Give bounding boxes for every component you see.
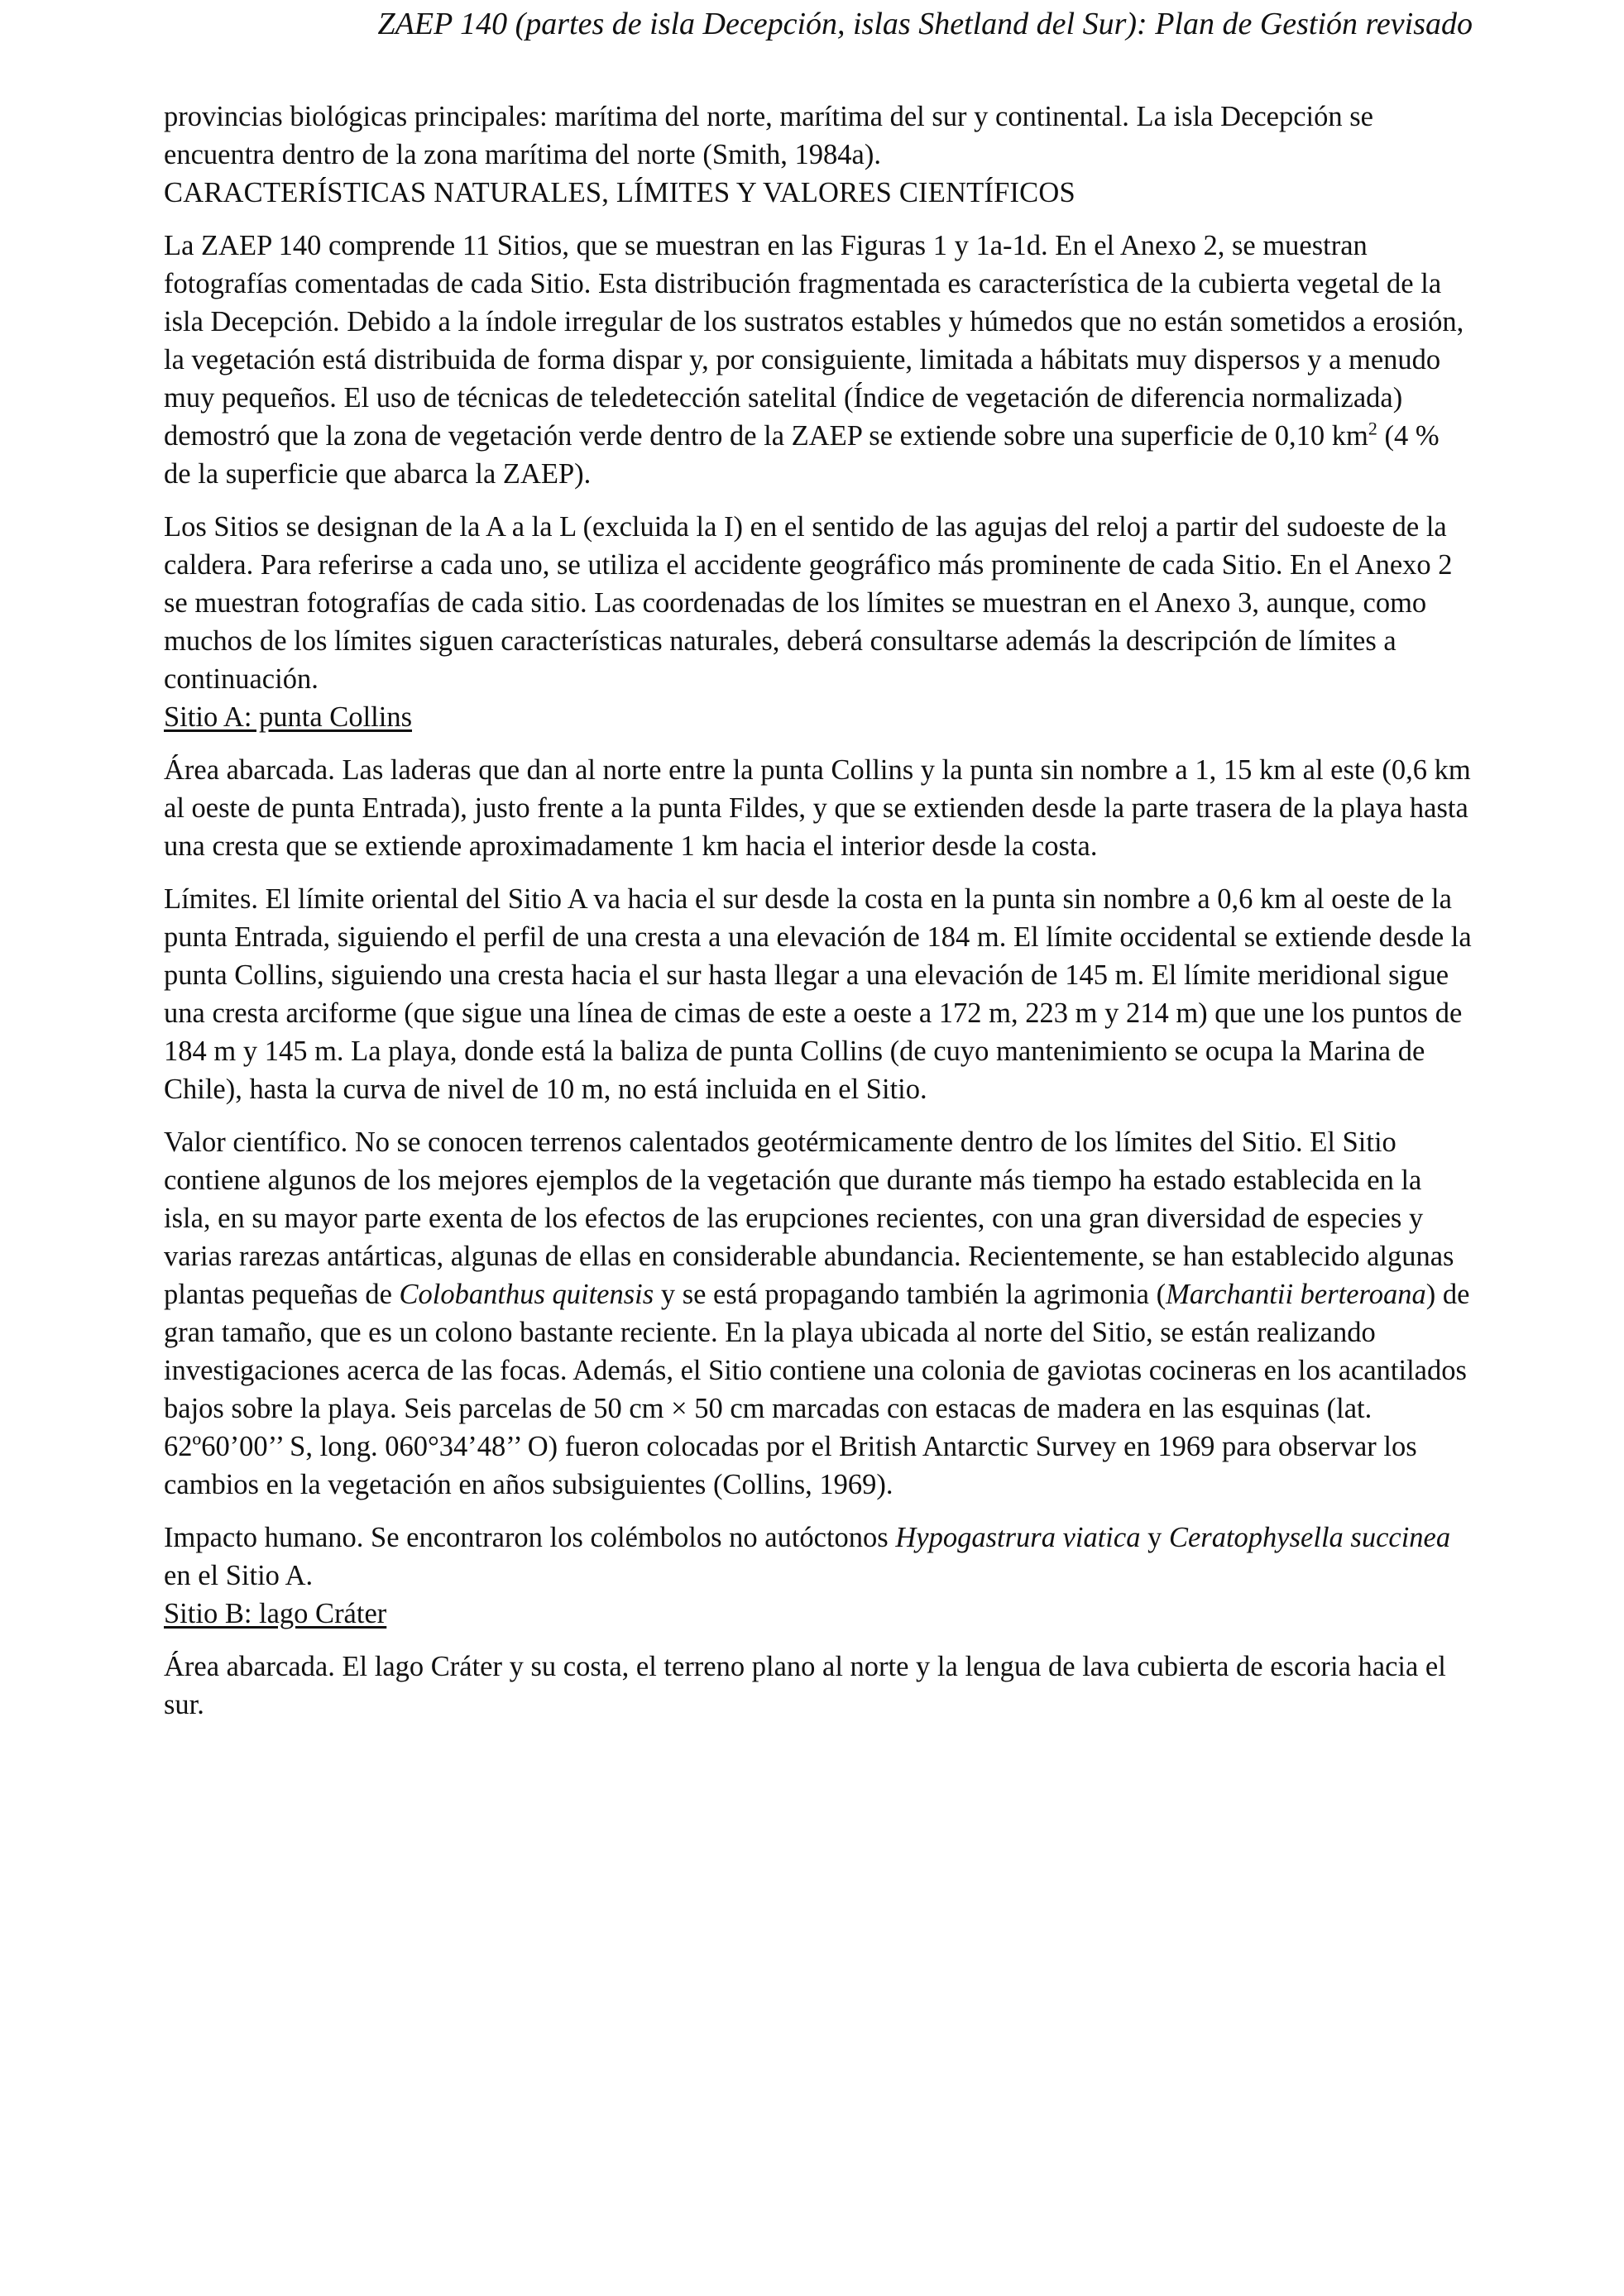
species-name: Colobanthus quitensis: [399, 1279, 654, 1310]
paragraph-text: (4 % de la superficie que abarca la ZAEP).: [164, 420, 1440, 490]
site-a-title: Sitio A: punta Collins: [164, 701, 413, 733]
section-heading: CARACTERÍSTICAS NATURALES, LÍMITES Y VALORES CIENTÍFICOS: [164, 177, 1075, 208]
document-body: [164, 98, 1473, 1724]
paragraph-text: y se está propagando también la agrimonia (: [654, 1279, 1167, 1310]
paragraph-text: y: [1140, 1522, 1169, 1553]
site-b-title: Sitio B: lago Cráter: [164, 1598, 387, 1629]
paragraph-site-designation: Los Sitios se designan de la A a la L (excluida la I) en el sentido de las agujas del reloj a partir del sudoeste de la caldera. Para referirse a cada uno, se utiliza el accidente geográfico más prominente de cada Sitio. En el Anexo 2 se muestran fotografías de cada sitio. Las coordenadas de los límites se muestran en el Anexo 3, aunque, como muchos de los límites siguen características naturales, deberá consultarse además la descripción de límites a continuación.: [164, 511, 1453, 695]
site-a-limits: Límites. El límite oriental del Sitio A va hacia el sur desde la costa en la punta sin nombre a 0,6 km al oeste de la punta Entrada, siguiendo el perfil de una cresta a una elevación de 184 m. El límite occidental se extiende desde la punta Collins, siguiendo una cresta hacia el sur hasta llegar a una elevación de 145 m. El límite meridional sigue una cresta arciforme (que sigue una línea de cimas de este a oeste a 172 m, 223 m y 214 m) que une los puntos de 184 m y 145 m. La playa, donde está la baliza de punta Collins (de cuyo mantenimiento se ocupa la Marina de Chile), hasta la curva de nivel de 10 m, no está incluida en el Sitio.: [164, 883, 1472, 1105]
paragraph-text: ) de gran tamaño, que es un colono bastante reciente. En la playa ubicada al norte del Sitio, se están realizando investigaciones acerca de las focas. Además, el Sitio contiene una colonia de gaviotas cocineras en los acantilados bajos sobre la playa. Seis parcelas de 50 cm × 50 cm marcadas con estacas de madera en las esquinas (lat. 62º60’00’’ S, long. 060°34’48’’ O) fueron colocadas por el British Antarctic Survey en 1969 para observar los cambios en la vegetación en años subsiguientes (Collins, 1969).: [164, 1279, 1470, 1500]
species-name: Marchantii berteroana: [1166, 1279, 1426, 1310]
paragraph-intro: provincias biológicas principales: marítima del norte, marítima del sur y continental. La isla Decepción se encuentra dentro de la zona marítima del norte (Smith, 1984a).: [164, 101, 1373, 170]
paragraph-text: Valor científico. No se conocen terrenos calentados geotérmicamente dentro de los límites del Sitio. El Sitio contiene algunos de los mejores ejemplos de la vegetación que durante más tiempo ha estado establecida en la isla, en su mayor parte exenta de los efectos de las erupciones recientes, con una gran diversidad de especies y varias rarezas antárticas, algunas de ellas en considerable abundancia. Recientemente, se han establecido algunas plantas pequeñas de: [164, 1126, 1454, 1310]
species-name: Hypogastrura viatica: [895, 1522, 1141, 1553]
paragraph-text: La ZAEP 140 comprende 11 Sitios, que se muestran en las Figuras 1 y 1a-1d. En el Anexo 2, se muestran fotografías comentadas de cada Sitio. Esta distribución fragmentada es característica de la cubierta vegetal de la isla Decepción. Debido a la índole irregular de los sustratos estables y húmedos que no están sometidos a erosión, la vegetación está distribuida de forma dispar y, por consiguiente, limitada a hábitats muy dispersos y a menudo muy pequeños. El uso de técnicas de teledetección satelital (Índice de vegetación de diferencia normalizada) demostró que la zona de vegetación verde dentro de la ZAEP se extiende sobre una superficie de 0,10 km: [164, 230, 1464, 452]
paragraph-sites-overview: [164, 227, 1473, 493]
running-header: ZAEP 140 (partes de isla Decepción, islas Shetland del Sur): Plan de Gestión revisado: [377, 7, 1473, 41]
site-a-human-impact: [164, 1519, 1473, 1595]
paragraph-text: en el Sitio A.: [164, 1560, 314, 1591]
site-b-area: Área abarcada. El lago Cráter y su costa, el terreno plano al norte y la lengua de lava cubierta de escoria hacia el sur.: [164, 1651, 1446, 1720]
site-a-area: Área abarcada. Las laderas que dan al norte entre la punta Collins y la punta sin nombre a 1, 15 km al este (0,6 km al oeste de punta Entrada), justo frente a la punta Fildes, y que se extienden desde la parte trasera de la playa hasta una cresta que se extiende aproximadamente 1 km hacia el interior desde la costa.: [164, 754, 1471, 862]
site-a-scientific-value: [164, 1123, 1473, 1504]
superscript: 2: [1368, 418, 1377, 439]
species-name: Ceratophysella succinea: [1168, 1522, 1451, 1553]
paragraph-text: Impacto humano. Se encontraron los colémbolos no autóctonos: [164, 1522, 896, 1553]
